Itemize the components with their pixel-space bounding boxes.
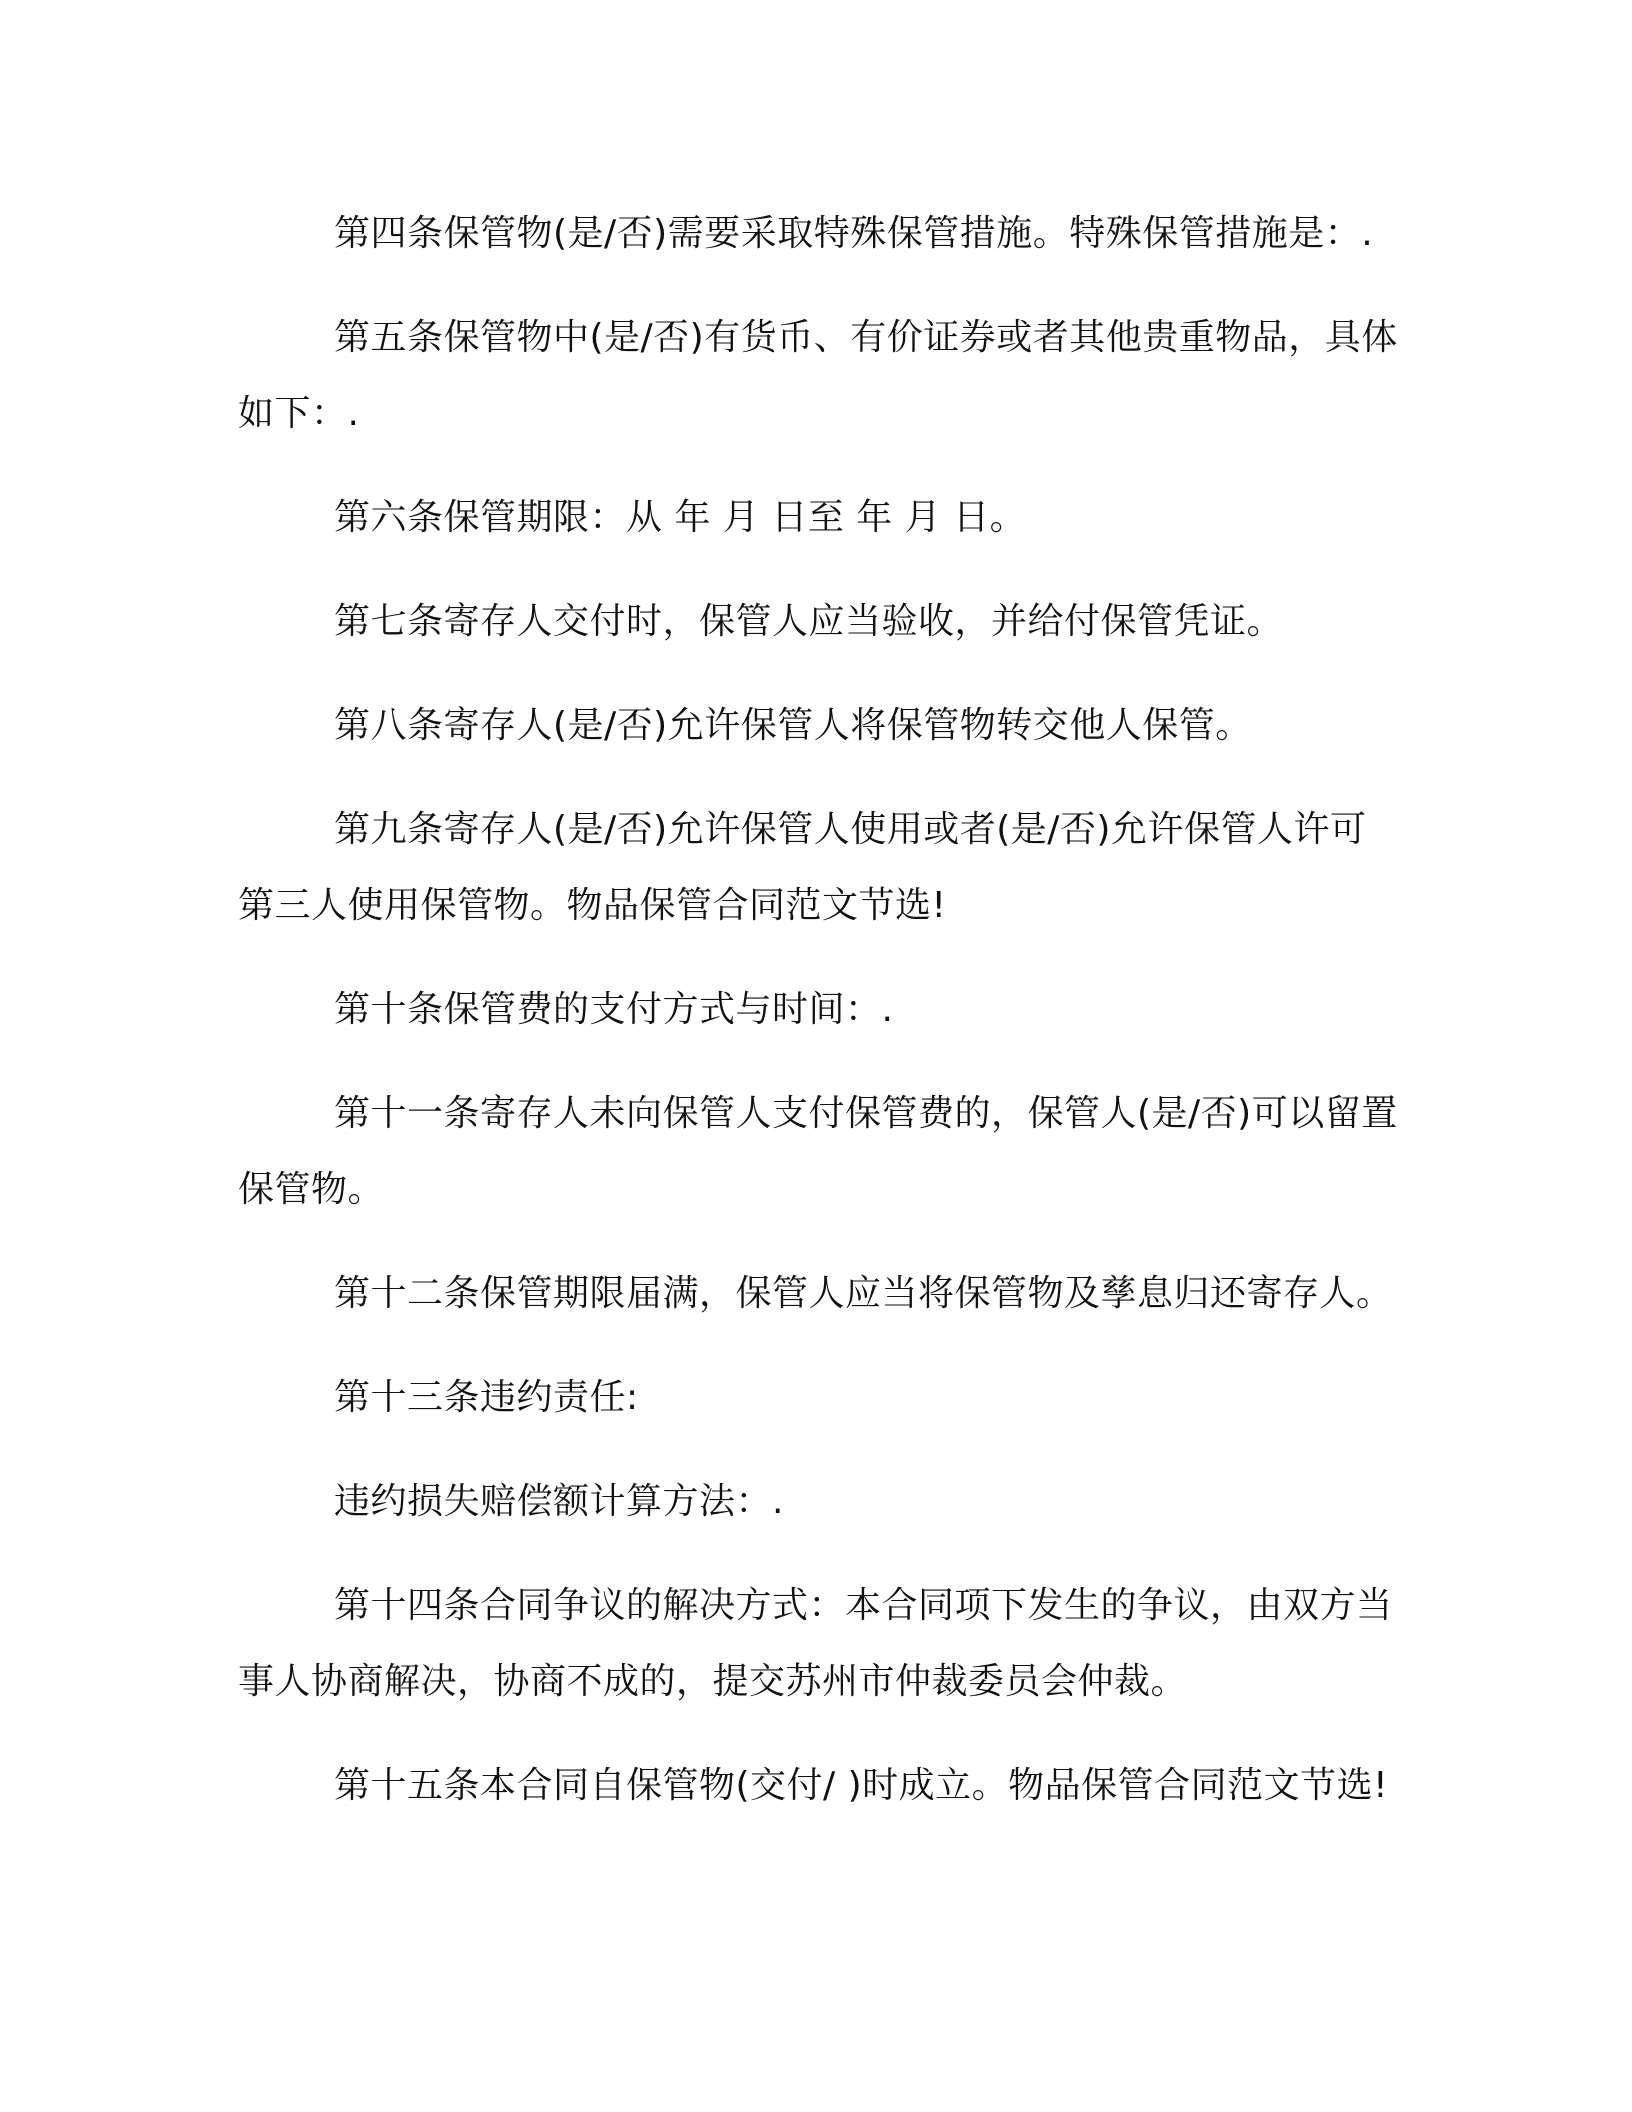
clause-13: 第十三条违约责任: bbox=[334, 1377, 639, 1418]
clause-12: 第十二条保管期限届满，保管人应当将保管物及孳息归还寄存人。 bbox=[334, 1273, 1393, 1314]
clause-10: 第十条保管费的支付方式与时间：. bbox=[334, 989, 894, 1030]
clause-7: 第七条寄存人交付时，保管人应当验收，并给付保管凭证。 bbox=[334, 601, 1284, 642]
clause-11: 第十一条寄存人未向保管人支付保管费的，保管人(是/否)可以留置保管物。 bbox=[238, 1093, 1398, 1210]
clause-5: 第五条保管物中(是/否)有货币、有价证券或者其他贵重物品，具体如下：. bbox=[238, 317, 1398, 434]
document-body bbox=[238, 196, 1398, 1852]
clause-14: 第十四条合同争议的解决方式：本合同项下发生的争议，由双方当事人协商解决，协商不成的，提交苏州市仲裁委员会仲裁。 bbox=[238, 1585, 1393, 1702]
clause-15: 第十五条本合同自保管物(交付/ )时成立。物品保管合同范文节选! bbox=[334, 1765, 1389, 1806]
clause-6: 第六条保管期限：从 年 月 日至 年 月 日。 bbox=[334, 497, 1027, 538]
clause-9: 第九条寄存人(是/否)允许保管人使用或者(是/否)允许保管人许可第三人使用保管物。物品保管合同范文节选! bbox=[238, 809, 1367, 926]
damages-calculation: 违约损失赔偿额计算方法：. bbox=[334, 1481, 784, 1522]
clause-4: 第四条保管物(是/否)需要采取特殊保管措施。特殊保管措施是：. bbox=[334, 213, 1374, 254]
clause-8: 第八条寄存人(是/否)允许保管人将保管物转交他人保管。 bbox=[334, 705, 1252, 746]
